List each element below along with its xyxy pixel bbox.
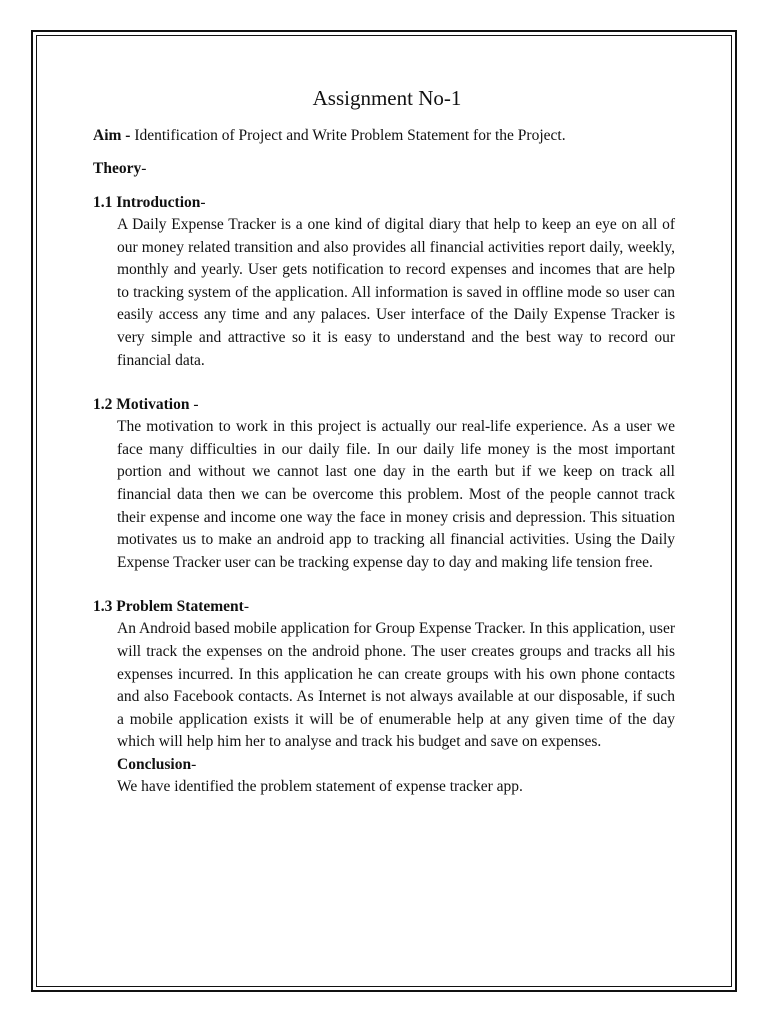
conclusion-label: Conclusion [117, 755, 192, 773]
theory-suffix: - [141, 160, 147, 177]
section-heading-text: 1.2 Motivation [93, 396, 190, 414]
section-body-problem-statement: An Android based mobile application for Group Expense Tracker. In this application, user will track the expenses on the android phone. The user creates groups and tracks all his expenses incurred. In this application he can create groups with his own phone contacts and also Facebook contacts. As Internet is not always available at our disposable, if such a mobile application exists it will be of enumerable help at any given time of the day which will help him her to analyse and track his budget and save on expenses. [117, 620, 675, 751]
section-gap [93, 574, 675, 596]
document-title: Assignment No-1 [312, 86, 462, 110]
section-body-introduction: A Daily Expense Tracker is a one kind of digital diary that help to keep an eye on all of our money related transition and also provides all financial activities report daily, weekly, monthly and yearly. User gets notification to record expenses and incomes that are help to tracking system of the application. All information is saved in offline mode so user can easily access any time and any palaces. User interface of the Daily Expense Tracker is very simple and attractive so it is easy to understand and the best way to record our financial data. [117, 216, 675, 369]
section-heading-problem-statement [93, 596, 675, 618]
conclusion-text: We have identified the problem statement of expense tracker app. [117, 778, 523, 796]
aim-label: Aim - [93, 127, 131, 144]
conclusion-suffix: - [191, 755, 197, 773]
conclusion-heading [117, 754, 675, 777]
theory-label: Theory [93, 160, 142, 177]
section-gap [93, 372, 675, 394]
section-body-motivation: The motivation to work in this project is actually our real-life experience. As a user we face many difficulties in our daily file. In our daily life money is the most important portion and without we cannot last one day in the earth but if we keep on track all financial data then we can be overcome this problem. Most of the people cannot track their expense and income one way the face in money crisis and depression. This situation motivates us to make an android app to tracking all financial activities. Using the Daily Expense Tracker user can be tracking expense day to day and making life tension free. [117, 418, 675, 571]
section-heading-text: 1.3 Problem Statement [93, 598, 244, 616]
aim-line [93, 125, 675, 147]
section-heading-suffix: - [243, 598, 249, 616]
section-heading-suffix: - [189, 396, 199, 414]
section-heading-introduction [93, 192, 675, 214]
theory-line [93, 158, 675, 180]
section-heading-suffix: - [200, 194, 206, 211]
document-content [93, 86, 675, 799]
section-heading-motivation [93, 394, 675, 416]
aim-text: Identification of Project and Write Problem Statement for the Project. [130, 127, 566, 144]
section-heading-text: 1.1 Introduction [93, 194, 201, 211]
